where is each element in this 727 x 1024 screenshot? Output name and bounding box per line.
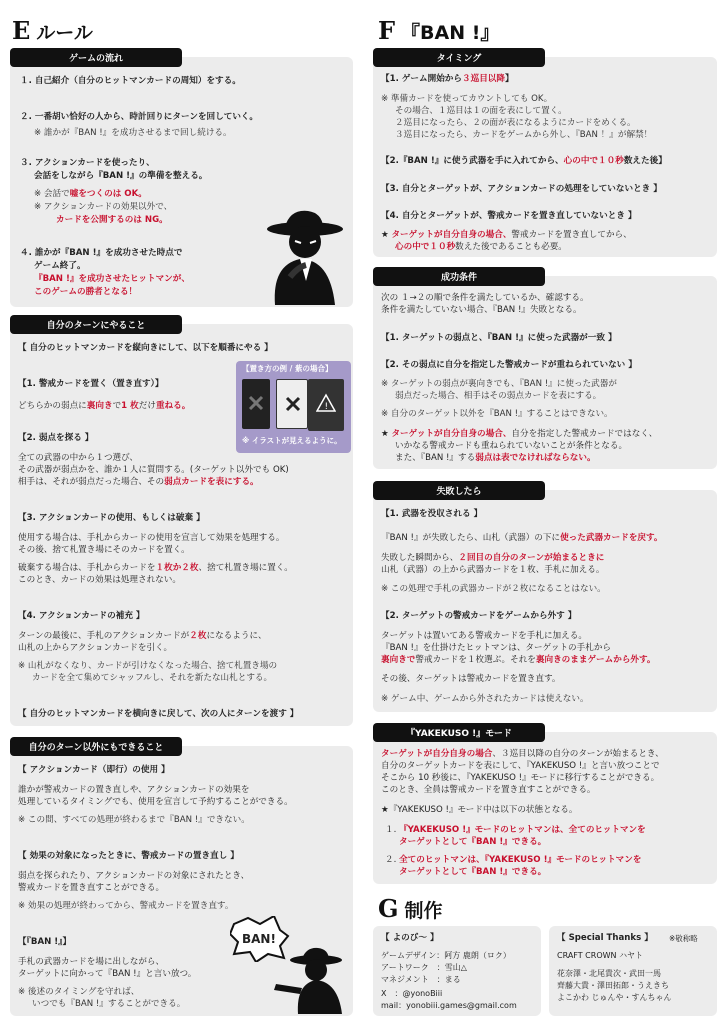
- section-title: ルール: [36, 22, 93, 44]
- step-body: 誰かが警戒カードの置き直しや、アクションカードの効果を: [18, 785, 250, 795]
- timing-panel: [373, 54, 717, 257]
- step-heading: 【2. 弱点を探る 】: [18, 433, 94, 443]
- star-note: ★ ターゲットが自分自身の場合、自分を指定した警戒カードではなく、: [381, 429, 658, 439]
- weakness-card: [276, 379, 308, 429]
- credit-line: mail：yonobiii.games@gmail.com: [381, 1001, 517, 1010]
- mode-rule: １. 『YAKEKUSO !』モードのヒットマンは、全てのヒットマンを: [385, 825, 646, 835]
- note: ※ ターゲットの弱点が裏向きでも、『BAN !』に使った武器が: [381, 379, 617, 389]
- x-icon: [248, 395, 264, 411]
- step: ３. アクションカードを使ったり、: [20, 158, 155, 168]
- condition-heading: 【3. 自分とターゲットが、アクションカードの処理をしていないとき 】: [381, 184, 662, 194]
- step-heading: 【3. アクションカードの使用、もしくは破棄 】: [18, 513, 205, 523]
- condition-heading: 【2.『BAN !』に使う武器を手に入れてから、心の中で１０秒数えた後】: [381, 156, 667, 166]
- yakekuso-panel: [373, 729, 717, 884]
- note: ※ 後述のタイミングを守れば、: [18, 987, 140, 997]
- section-header: 成功条件: [373, 267, 545, 286]
- body-text: このとき、全員は警戒カードを置き直すことができる。: [381, 785, 596, 795]
- section-title: 『BAN !』: [401, 22, 500, 44]
- intro-text: 次の １→２の順で条件を満たしているか、確認する。: [381, 293, 589, 303]
- section-header: タイミング: [373, 48, 545, 67]
- alert-card: [308, 379, 344, 431]
- body-text: その後、ターゲットは警戒カードを置き直す。: [381, 674, 561, 684]
- star-note: また、『BAN !』する弱点は表でなければならない。: [395, 453, 596, 463]
- condition-heading: 【1. ターゲットの弱点と、『BAN !』に使った武器が一致 】: [381, 333, 617, 343]
- hitman-illustration-icon: [250, 207, 350, 305]
- thanks-credits: [549, 926, 717, 1016]
- step-heading: 【『BAN !』】: [18, 937, 72, 947]
- note: ※ ゲーム中、ゲームから外されたカードは使えない。: [381, 694, 589, 704]
- step-body: その後、捨て札置き場にそのカードを置く。: [18, 545, 190, 555]
- step: ４. 誰かが『BAN !』を成功させた時点で: [20, 248, 183, 258]
- step-body: ターンの最後に、手札のアクションカードが２枚になるように、: [18, 631, 267, 641]
- yonobi-credits: [373, 926, 541, 1016]
- example-title: 【置き方の例 / 紫の場合】: [242, 364, 333, 373]
- body-text: そこから 10 秒後に、『YAKEKUSO !』モードに移行することができる。: [381, 773, 660, 783]
- game-flow-panel: [10, 54, 353, 307]
- warning-icon: [316, 393, 336, 413]
- credit-line: X ：@yonoBiii: [381, 989, 443, 998]
- section-letter: E: [12, 16, 31, 45]
- svg-text:!: !: [324, 402, 329, 412]
- step-heading: 【4. アクションカードの補充 】: [18, 611, 145, 621]
- step-red: 『BAN !』を成功させたヒットマンが、: [34, 274, 190, 284]
- ban-bubble-text: BAN!: [242, 932, 276, 946]
- step-body: 山札の上からアクションカードを引く。: [18, 643, 173, 653]
- note: ※ アクションカードの効果以外で、: [34, 202, 173, 212]
- note: その場合、１巡目は１の面を表にして置く。: [395, 106, 567, 116]
- section-header: ゲームの流れ: [10, 48, 182, 67]
- step-body: 警戒カードを置き直すことができる。: [18, 883, 165, 893]
- failure-panel: [373, 487, 717, 712]
- note-red: カードを公開するのは NG。: [56, 215, 168, 225]
- condition-heading: 【1. ゲーム開始から３巡目以降】: [381, 74, 514, 84]
- step-body: このとき、カードの効果は処理されない。: [18, 575, 181, 585]
- step-body: 破棄する場合は、手札からカードを１枚か２枚、捨て札置き場に置く。: [18, 563, 293, 573]
- step-heading: 【1. 警戒カードを置く（置き直す）】: [18, 379, 164, 389]
- body-text: ターゲットが自分自身の場合、３巡目以降の自分のターンが始まるとき、: [381, 749, 664, 759]
- note: ※ この間、すべての処理が終わるまで『BAN !』できない。: [18, 815, 250, 825]
- turn-outro: 【 自分のヒットマンカードを横向きに戻して、次の人にターンを渡す 】: [18, 709, 299, 719]
- step-body: 全ての武器の中から１つ選び、: [18, 453, 138, 463]
- credits-heading: 【 Special Thanks 】: [557, 933, 653, 943]
- step-heading: 【 アクションカード（即行）の使用 】: [18, 765, 170, 775]
- mode-rule: ターゲットとして『BAN !』できる。: [399, 867, 547, 877]
- turn-intro: 【 自分のヒットマンカードを縦向きにして、以下を順番にやる 】: [18, 343, 273, 353]
- step-body: 相手は、それが弱点だった場合、その弱点カードを表にする。: [18, 477, 259, 487]
- note: 弱点だった場合、相手はその弱点カードを表にする。: [395, 391, 602, 401]
- condition-heading: 【2. その弱点に自分を指定した警戒カードが重ねられていない 】: [381, 360, 637, 370]
- section-header: 自分のターン以外にもできること: [10, 737, 182, 756]
- body-text: ★『YAKEKUSO !』モード中は以下の状態となる。: [381, 805, 578, 815]
- x-icon: [285, 396, 301, 412]
- star-note: いかなる警戒カードも重ねられていないことが条件となる。: [395, 441, 628, 451]
- note: ※ この処理で手札の武器カードが２枚になることはない。: [381, 584, 606, 594]
- condition-heading: 【1. 武器を没収される 】: [381, 509, 483, 519]
- note: ※ 効果の処理が終わってから、警戒カードを置き直す。: [18, 901, 234, 911]
- step: １. 自己紹介（自分のヒットマンカードの周知）をする。: [20, 76, 241, 86]
- step-red: このゲームの勝者となる！: [34, 287, 138, 297]
- step: ２. 一番胡い恰好の人から、時計回りにターンを回していく。: [20, 112, 258, 122]
- your-turn-panel: [10, 321, 353, 726]
- note: ２巡目になったら、２の面が表になるようにカードをめくる。: [395, 118, 636, 128]
- body-text: 『BAN !』が失敗したら、山札（武器）の下に使った武器カードを戻す。: [381, 533, 663, 543]
- credit-line: よこかわ じゅんや・すんちゃん: [557, 993, 672, 1002]
- honorific-note: ※敬称略: [669, 934, 698, 943]
- step: ゲーム終了。: [34, 261, 86, 271]
- body-text: 失敗した瞬間から、２回目の自分のターンが始まるときに: [381, 553, 605, 563]
- credits-title: [378, 894, 443, 923]
- section-title: 制作: [404, 900, 443, 922]
- note: ※ 自分のターゲット以外を『BAN !』することはできない。: [381, 409, 613, 419]
- step-body: 処理しているタイミングでも、使用を宣言して予約することができる。: [18, 797, 293, 807]
- section-header: 自分のターンにやること: [10, 315, 182, 334]
- body-text: 『BAN !』を仕掛けたヒットマンは、ターゲットの手札から: [381, 643, 612, 653]
- step-body: 弱点を探られたり、アクションカードの対象にされたとき、: [18, 871, 250, 881]
- step: 会話をしながら『BAN !』の準備を整える。: [34, 171, 208, 181]
- body-text: ターゲットは置いてある警戒カードを手札に加える。: [381, 631, 587, 641]
- success-panel: [373, 273, 717, 469]
- note: ３巡目になったら、カードをゲームから外し、『BAN ！』が解禁！: [395, 130, 653, 140]
- condition-heading: 【2. ターゲットの警戒カードをゲームから外す 】: [381, 611, 577, 621]
- note: いつでも『BAN !』することができる。: [32, 999, 186, 1009]
- note: ※ 誰かが『BAN !』を成功させるまで回し続ける。: [34, 128, 232, 138]
- credit-line: マネジメント ：まる: [381, 975, 461, 984]
- mode-rule: ２. 全てのヒットマンは、『YAKEKUSO !』モードのヒットマンを: [385, 855, 642, 865]
- body-text: 山札（武器）の上から武器カードを１枚、手札に加える。: [381, 565, 605, 575]
- star-note: 心の中で１０秒数えた後であることも必要。: [395, 242, 567, 252]
- step-heading: 【 効果の対象になったときに、警戒カードの置き直し 】: [18, 851, 239, 861]
- mode-rule: ターゲットとして『BAN !』できる。: [399, 837, 547, 847]
- example-note: ※ イラストが見えるように。: [242, 436, 342, 445]
- credit-line: CRAFT CROWN ハヤト: [557, 951, 644, 960]
- step-body: 手札の武器カードを場に出しながら、: [18, 957, 165, 967]
- note: ※ 準備カードを使ってカウントしても OK。: [381, 94, 553, 104]
- hitman-aiming-icon: [272, 944, 350, 1014]
- condition-heading: 【4. 自分とターゲットが、警戒カードを置き直していないとき 】: [381, 211, 637, 221]
- section-header: 『YAKEKUSO !』モード: [373, 723, 545, 742]
- section-letter: F: [378, 16, 396, 45]
- card-back: [242, 379, 270, 429]
- note: ※ 会話で嘘をつくのは OK。: [34, 189, 147, 199]
- intro-text: 条件を満たしていない場合、『BAN !』失敗となる。: [381, 305, 582, 315]
- step-body: その武器が弱点かを、誰か１人に質問する。(ターゲット以外でも OK): [18, 465, 289, 475]
- note: ※ 山札がなくなり、カードが引けなくなった場合、捨て札置き場の: [18, 661, 278, 671]
- credit-line: ゲームデザイン：阿方 鹿朗（ロク）: [381, 951, 511, 960]
- outside-turn-panel: [10, 743, 353, 1016]
- credit-line: アートワーク ：雪山△: [381, 963, 467, 972]
- left-title: [12, 16, 93, 45]
- step-body: 使用する場合は、手札からカードの使用を宣言して効果を処理する。: [18, 533, 285, 543]
- body-text: 裏向きで警戒カードを１枚選ぶ。それを裏向きのままゲームから外す。: [381, 655, 656, 665]
- placement-example: [236, 361, 351, 453]
- section-header: 失敗したら: [373, 481, 545, 500]
- credit-line: 齊藤大貴・澤田拓郎・うえきち: [557, 981, 669, 990]
- body-text: 自分のターゲットカードを表にして、『YAKEKUSO !』と言い放つことで: [381, 761, 660, 771]
- credit-line: 花奈澤・北尾貴次・武田一馬: [557, 969, 661, 978]
- credits-heading: 【 よのび〜 】: [381, 933, 439, 943]
- step-body: ターゲットに向かって『BAN !』と言い放つ。: [18, 969, 197, 979]
- star-note: ★ ターゲットが自分自身の場合、警戒カードを置き直してから、: [381, 230, 632, 240]
- right-title: [378, 16, 499, 45]
- section-letter: G: [378, 894, 399, 923]
- step-body: どちらかの弱点に裏向きで1 枚だけ重ねる。: [18, 401, 191, 411]
- note: カードを全て集めてシャッフルし、それを新たな山札とする。: [32, 673, 273, 683]
